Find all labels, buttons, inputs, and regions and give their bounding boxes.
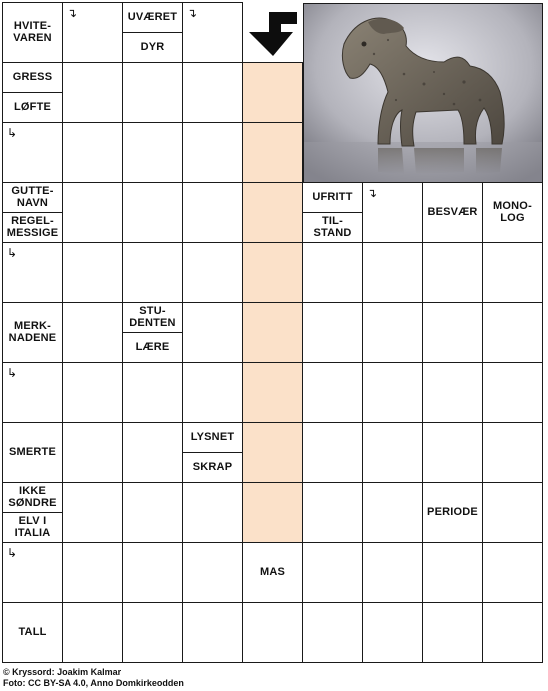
clue-lofte: LØFTE (2, 92, 63, 123)
clue-regelmessige: REGEL- MESSIGE (2, 212, 63, 243)
answer-cell[interactable] (362, 482, 423, 543)
answer-cell[interactable] (302, 602, 363, 663)
answer-cell-solution[interactable] (242, 302, 303, 363)
answer-cell[interactable] (482, 482, 543, 543)
answer-cell[interactable] (62, 242, 123, 303)
answer-cell[interactable] (482, 422, 543, 483)
answer-cell[interactable] (182, 242, 243, 303)
arrow-down-right-icon: ↳ (7, 546, 18, 560)
clue-elv-i-italia: ELV I ITALIA (2, 512, 63, 543)
answer-cell[interactable] (122, 422, 183, 483)
answer-cell-solution[interactable] (242, 122, 303, 183)
answer-cell-solution[interactable] (242, 182, 303, 243)
clue-laere: LÆRE (122, 332, 183, 363)
answer-cell[interactable] (62, 482, 123, 543)
clue-lysnet: LYSNET (182, 422, 243, 453)
answer-cell[interactable] (302, 482, 363, 543)
answer-cell[interactable] (422, 422, 483, 483)
clue-monolog: MONO- LOG (482, 182, 543, 243)
answer-cell[interactable] (422, 362, 483, 423)
answer-cell[interactable] (122, 362, 183, 423)
answer-cell[interactable] (62, 302, 123, 363)
answer-cell[interactable] (62, 122, 123, 183)
answer-cell[interactable] (62, 362, 123, 423)
clue-guttenavn: GUTTE- NAVN (2, 182, 63, 213)
answer-cell[interactable] (62, 602, 123, 663)
answer-cell[interactable] (122, 182, 183, 243)
start-arrow-icon (247, 10, 299, 58)
clue-hvitevaren: HVITE- VAREN (2, 2, 63, 63)
answer-cell[interactable] (482, 362, 543, 423)
clue-gress: GRESS (2, 62, 63, 93)
arrow-down-right-icon: ↳ (7, 246, 18, 260)
answer-cell[interactable] (362, 602, 423, 663)
answer-cell[interactable] (182, 122, 243, 183)
answer-cell[interactable] (182, 542, 243, 603)
arrow-right-down-icon: ↴ (187, 6, 198, 20)
photo-horse-figurine (303, 3, 543, 183)
answer-cell[interactable] (242, 602, 303, 663)
crossword-credit: © Kryssord: Joakim Kalmar (3, 667, 122, 677)
clue-uvaeret: UVÆRET (122, 2, 183, 33)
arrow-down-right-icon: ↳ (7, 366, 18, 380)
clue-periode: PERIODE (422, 482, 483, 543)
answer-cell[interactable] (122, 602, 183, 663)
arrow-right-down-icon: ↴ (67, 6, 78, 20)
answer-cell[interactable] (362, 302, 423, 363)
answer-cell[interactable] (482, 242, 543, 303)
arrow-down-right-icon: ↳ (7, 126, 18, 140)
answer-cell[interactable] (122, 482, 183, 543)
answer-cell[interactable] (182, 362, 243, 423)
answer-cell-solution[interactable] (242, 362, 303, 423)
answer-cell[interactable] (422, 602, 483, 663)
answer-cell[interactable] (62, 182, 123, 243)
answer-cell[interactable] (182, 302, 243, 363)
clue-dyr: DYR (122, 32, 183, 63)
answer-cell[interactable] (482, 302, 543, 363)
answer-cell[interactable] (482, 542, 543, 603)
clue-ikke-sondre: IKKE SØNDRE (2, 482, 63, 513)
answer-cell[interactable] (122, 542, 183, 603)
clue-smerte: SMERTE (2, 422, 63, 483)
answer-cell[interactable] (302, 302, 363, 363)
answer-cell[interactable] (482, 602, 543, 663)
clue-tall: TALL (2, 602, 63, 663)
answer-cell[interactable] (362, 422, 423, 483)
answer-cell[interactable] (362, 362, 423, 423)
answer-cell[interactable] (422, 242, 483, 303)
answer-cell[interactable] (62, 62, 123, 123)
answer-cell[interactable] (122, 122, 183, 183)
answer-cell[interactable] (122, 242, 183, 303)
clue-ufritt: UFRITT (302, 182, 363, 213)
answer-cell-solution[interactable] (242, 482, 303, 543)
answer-cell[interactable] (302, 542, 363, 603)
clue-besvaer: BESVÆR (422, 182, 483, 243)
answer-cell[interactable] (182, 602, 243, 663)
answer-cell-solution[interactable] (242, 62, 303, 123)
answer-cell-solution[interactable] (242, 242, 303, 303)
photo-credit: Foto: CC BY-SA 4.0, Anno Domkirkeodden (3, 678, 184, 688)
answer-cell[interactable] (302, 422, 363, 483)
answer-cell[interactable] (302, 242, 363, 303)
answer-cell-solution[interactable] (242, 422, 303, 483)
clue-skrap: SKRAP (182, 452, 243, 483)
answer-cell[interactable] (62, 422, 123, 483)
clue-mas: MAS (242, 542, 303, 603)
horse-figurine-image (304, 4, 543, 183)
answer-cell[interactable] (182, 182, 243, 243)
answer-cell[interactable] (62, 542, 123, 603)
answer-cell[interactable] (422, 302, 483, 363)
answer-cell[interactable] (182, 62, 243, 123)
answer-cell[interactable] (362, 242, 423, 303)
clue-merknadene: MERK- NADENE (2, 302, 63, 363)
arrow-right-down-icon: ↴ (367, 186, 378, 200)
answer-cell[interactable] (122, 62, 183, 123)
answer-cell[interactable] (182, 482, 243, 543)
clue-studenten: STU- DENTEN (122, 302, 183, 333)
clue-tilstand: TIL- STAND (302, 212, 363, 243)
answer-cell[interactable] (422, 542, 483, 603)
answer-cell[interactable] (362, 542, 423, 603)
answer-cell[interactable] (302, 362, 363, 423)
